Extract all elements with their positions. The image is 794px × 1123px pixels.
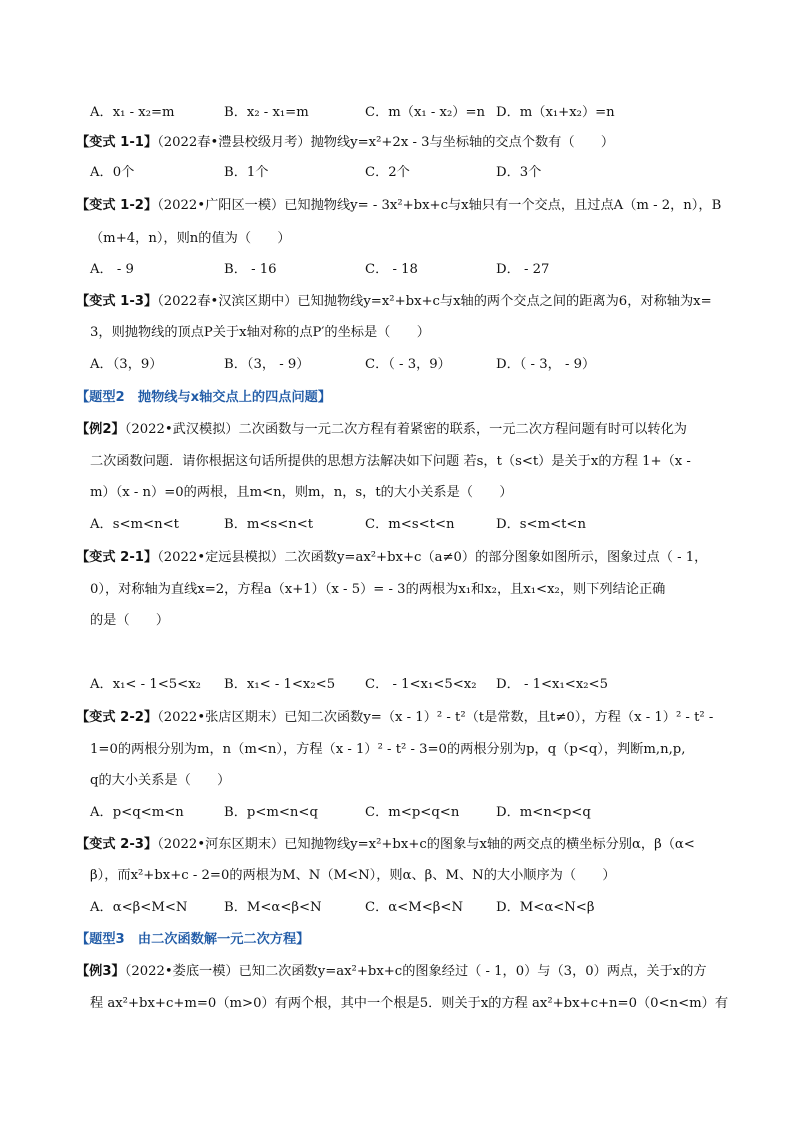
question-text-cont: 程 ax²+bx+c+m=0（m>0）有两个根，其中一个根是5．则关于x的方程 ax²+bx+c+n=0（0<n<m）有 [90, 996, 729, 1011]
question-text-cont: m）（x - n）=0的两根，且m<n，则m，n，s，t的大小关系是（ ） [90, 485, 513, 500]
option-c: C．m（x₁ - x₂）=n [365, 105, 485, 120]
question-v1-3 [76, 292, 712, 312]
question-ex3 [76, 962, 707, 982]
question-v2-2 [76, 708, 713, 728]
option-d: D．m（x₁+x₂）=n [496, 105, 615, 120]
question-text: （2022•定远县模拟）二次函数y=ax²+bx+c（a≠0）的部分图象如图所示，图象过点（ - 1， [157, 550, 708, 565]
option-b: B．M<α<β<N [224, 900, 322, 915]
option-b: B． - 16 [224, 262, 277, 277]
question-text: （2022•武汉模拟）二次函数与一元二次方程有着紧密的联系，一元二次方程问题有时可以转化为 [124, 422, 687, 437]
option-d: D． - 1<x₁<x₂<5 [496, 677, 608, 692]
option-b: B．m<s<n<t [224, 517, 314, 532]
question-text-cont: 0），对称轴为直线x=2，方程a（x+1）（x - 5）= - 3的两根为x₁和x₂，且x₁<x₂，则下列结论正确 [90, 582, 666, 597]
question-tag: 【变式 1-1】 [76, 135, 158, 150]
question-text: （2022•张店区期末）已知二次函数y=（x - 1）² - t²（t是常数，且t≠0），方程（x - 1）² - t² - [157, 710, 714, 725]
question-ex2 [76, 420, 687, 440]
option-b: B．p<m<n<q [224, 805, 318, 820]
question-tag: 【变式 2-1】 [76, 550, 158, 565]
option-d: D．s<m<t<n [496, 517, 586, 532]
option-c: C．（ - 3，9） [365, 357, 451, 372]
question-tag: 【变式 1-3】 [76, 294, 158, 309]
option-c: C．2个 [365, 165, 410, 180]
option-c: C．α<M<β<N [365, 900, 463, 915]
question-text: （2022春•澧县校级月考）抛物线y=x²+2x - 3与坐标轴的交点个数有（ ） [157, 135, 615, 150]
question-tag: 【例2】 [76, 422, 125, 437]
option-d: D．m<n<p<q [496, 805, 591, 820]
question-text-cont: 3，则抛物线的顶点P关于x轴对称的点P′的坐标是（ ） [90, 325, 430, 340]
option-b: B．（3， - 9） [224, 357, 310, 372]
option-a: A．0个 [90, 165, 135, 180]
question-text-cont: q的大小关系是（ ） [90, 773, 231, 788]
question-tag: 【变式 1-2】 [76, 198, 158, 213]
question-v2-3 [76, 835, 695, 855]
question-text-cont: 的是（ ） [90, 613, 170, 628]
section-heading-type3: 【题型3 由二次函数解一元二次方程】 [76, 932, 310, 947]
option-c: C．m<s<t<n [365, 517, 455, 532]
option-c: C． - 18 [365, 262, 418, 277]
option-a: A． - 9 [90, 262, 134, 277]
question-text: （2022•娄底一模）已知二次函数y=ax²+bx+c的图象经过（ - 1，0）与（3，0）两点，关于x的方 [124, 964, 707, 979]
option-d: D．M<α<N<β [496, 900, 595, 915]
option-a: A．x₁< - 1<5<x₂ [90, 677, 201, 692]
question-v2-1 [76, 548, 707, 568]
option-d: D．（ - 3， - 9） [496, 357, 596, 372]
question-text: （2022•河东区期末）已知抛物线y=x²+bx+c的图象与x轴的两交点的横坐标分别α，β（α< [157, 837, 695, 852]
option-a: A．（3，9） [90, 357, 163, 372]
section-heading-type2: 【题型2 抛物线与x轴交点上的四点问题】 [76, 390, 332, 405]
question-v1-2 [76, 196, 721, 216]
question-v1-1 [76, 133, 614, 153]
question-tag: 【例3】 [76, 964, 125, 979]
option-a: A．α<β<M<N [90, 900, 188, 915]
question-text-cont: β），而x²+bx+c - 2=0的两根为M、N（M<N），则α、β、M、N的大小顺序为（ ） [90, 868, 616, 883]
question-text: （2022•广阳区一模）已知抛物线y= - 3x²+bx+c与x轴只有一个交点，且过点A（m - 2，n），B [157, 198, 722, 213]
question-text-cont: 二次函数问题．请你根据这句话所提供的思想方法解决如下问题 若s，t（s<t）是关于x的方程 1+（x - [90, 454, 691, 469]
option-c: C．m<p<q<n [365, 805, 460, 820]
question-text-cont: （m+4，n），则n的值为（ ） [90, 231, 291, 246]
option-d: D．3个 [496, 165, 542, 180]
option-a: A．s<m<n<t [90, 517, 179, 532]
option-b: B．x₂ - x₁=m [224, 105, 309, 120]
option-b: B．1个 [224, 165, 269, 180]
question-text: （2022春•汉滨区期中）已知抛物线y=x²+bx+c与x轴的两个交点之间的距离为6，对称轴为x= [157, 294, 712, 309]
question-tag: 【变式 2-2】 [76, 710, 158, 725]
option-a: A．p<q<m<n [90, 805, 184, 820]
question-text-cont: 1=0的两根分别为m，n（m<n），方程（x - 1）² - t² - 3=0的两根分别为p，q（p<q），判断m,n,p, [90, 742, 686, 757]
option-a: A．x₁ - x₂=m [90, 105, 175, 120]
question-tag: 【变式 2-3】 [76, 837, 158, 852]
option-c: C． - 1<x₁<5<x₂ [365, 677, 477, 692]
option-d: D． - 27 [496, 262, 550, 277]
option-b: B．x₁< - 1<x₂<5 [224, 677, 336, 692]
